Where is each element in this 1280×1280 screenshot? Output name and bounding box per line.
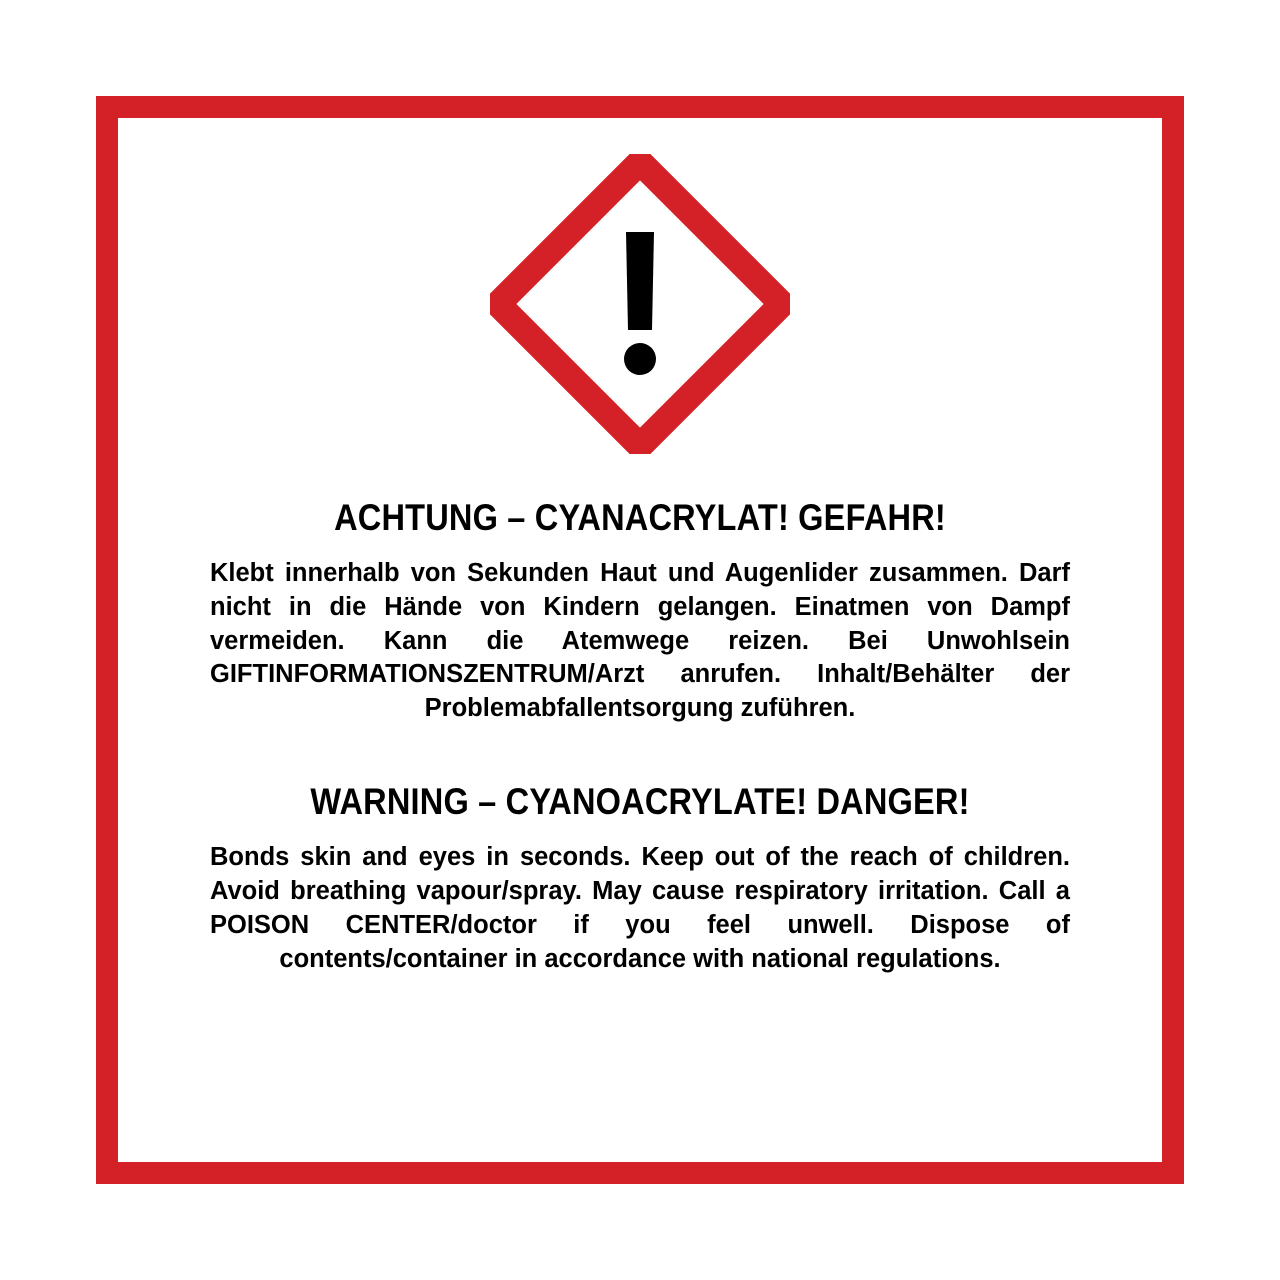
english-heading: WARNING – CYANOACRYLATE! DANGER! bbox=[310, 781, 970, 823]
ghs-exclamation-mark-icon bbox=[490, 154, 790, 454]
label-text-area bbox=[118, 498, 1162, 977]
pictogram-area bbox=[118, 154, 1162, 454]
english-body-text: Bonds skin and eyes in seconds. Keep out of the reach of children. Avoid breathing vapour/spray. May cause respiratory irritation. Call a POISON CENTER/doctor if you feel unwell. Dispose of contents/container in accordance with national regulations. bbox=[210, 842, 1070, 973]
german-heading: ACHTUNG – CYANACRYLAT! GEFAHR! bbox=[334, 497, 946, 538]
german-body-text: Klebt innerhalb von Sekunden Haut und Augenlider zusammen. Darf nicht in die Hände von Kindern gelangen. Einatmen von Dampf vermeiden. Kann die Atemwege reizen. Bei Unwohlsein GIFTINFORMATIONSZENTRUM/Arzt anrufen. Inhalt/Behälter der Problemabfallentsorgung zuführen. bbox=[210, 558, 1070, 723]
section-english bbox=[210, 782, 1070, 976]
label-red-frame bbox=[96, 96, 1184, 1184]
section-german bbox=[210, 498, 1070, 726]
